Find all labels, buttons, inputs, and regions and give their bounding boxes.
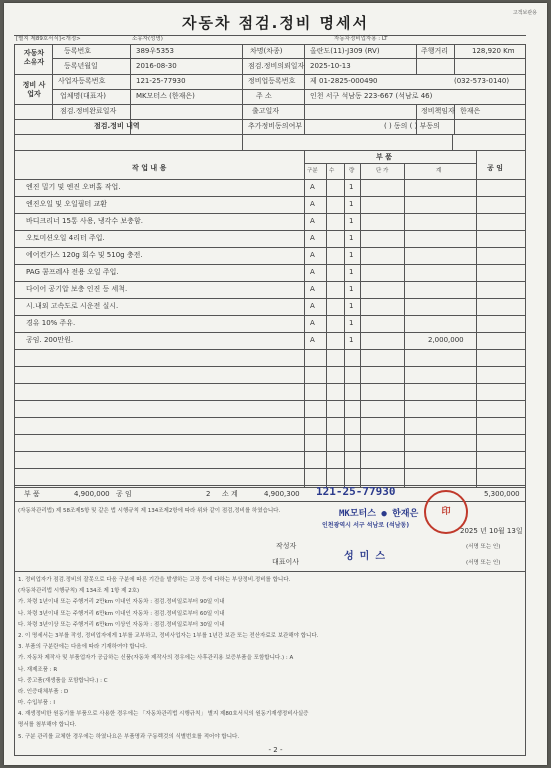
biz-no-label: 사업자등록번호 (58, 77, 106, 85)
sum-labor-label: 공 임 (116, 490, 132, 498)
item-class: A (310, 285, 315, 293)
item-description: 시.내외 고속도로 시운전 실시. (26, 302, 119, 310)
shop-name-label: 업체명(대표자) (60, 92, 107, 100)
footnote-line: 2. 이 명세서는 3부를 작성, 정비업자에게 1부를 교부하고, 정비사업자는 1부를 1년간 보관 또는 전산자료로 보관해야 합니다. (18, 632, 319, 639)
sum-parts-value: 4,900,000 (74, 490, 110, 498)
item-qty: 1 (349, 183, 354, 191)
item-qty: 1 (349, 234, 354, 242)
work-header: 작 업 내 용 (132, 164, 167, 172)
footnote-line: 마. 수입부품 : I (18, 700, 56, 707)
address-label: 주 소 (256, 92, 272, 100)
col-class: 구분 (307, 168, 318, 174)
writer-sign-hint: (서명 또는 인) (466, 544, 501, 550)
item-class: A (310, 251, 315, 259)
biz-no: 121-25-77930 (136, 77, 186, 85)
footnote-line: 다. 중고품(재생품을 포함합니다.) : C (18, 677, 108, 684)
form-number: [별지 제89호서식]<개정> (16, 36, 81, 42)
labor-header: 공 임 (487, 164, 503, 172)
col-qty2: 량 (349, 168, 355, 174)
representative-label: 대표이사 (272, 558, 300, 566)
page-number: - 2 - (268, 746, 283, 754)
details-label: 점검.정비 내역 (94, 122, 140, 130)
footnotes (18, 575, 522, 743)
footnote-line: 라. 인증대체부품 : D (18, 688, 69, 695)
item-qty: 1 (349, 268, 354, 276)
footnote-line: 가. 차령 1년이내 또는 주행거리 2만km 이내인 자동차 : 점검.정비일로부터 90일 이내 (18, 599, 225, 606)
footnote-line: 3. 부품의 구분란에는 다음에 따라 기재하여야 합니다. (18, 644, 148, 651)
mileage-label: 주행거리 (421, 47, 449, 55)
owner-name-label: 소유자(성명) (132, 36, 163, 42)
car-name: 올란도(11)-J309 (RV) (310, 47, 380, 55)
item-qty: 1 (349, 336, 354, 344)
parts-header: 부 품 (376, 153, 392, 161)
legal-note: (자동차관리법) 제 58조제5항 및 같은 법 시행규칙 제 134조제2항에 따라 위와 같이 점검,정비를 하였습니다. (18, 508, 281, 514)
company-seal: 印 (424, 490, 468, 534)
item-description: 오토미션오일 4리터 주입. (26, 234, 105, 242)
item-description: 에어컨가스 120g 회수 및 510g 충전. (26, 251, 143, 259)
footnote-line: 5. 구분 관리를 교체한 경우에는 하였나요은 부품명과 구동렉것의 식별번호를 적어야 합니다. (18, 733, 240, 740)
shop-address: 인천 서구 석남동 223-667 (석남로 46) (310, 92, 433, 100)
shop-address-stamp: 인천광역시 서구 석남로 (석남동) (322, 522, 410, 529)
sum-subtotal-value: 4,900,300 (264, 490, 300, 498)
mechanic-label: 정비책임자 (421, 107, 455, 115)
document-title: 자동차 점검.정비 명세서 (181, 14, 370, 32)
item-class: A (310, 200, 315, 208)
check-date: 2025-10-13 (310, 62, 351, 70)
check-date-label: 점검.정비의뢰일자 (248, 62, 305, 70)
mileage: 128,920 Km (472, 47, 515, 55)
sum-subtotal-label: 소 계 (222, 490, 238, 498)
item-class: A (310, 336, 315, 344)
delivery-date-label: 출고일자 (252, 107, 280, 115)
item-qty: 1 (349, 251, 354, 259)
extra-consent-options: ( ) 동의 ( ) 부동의 (384, 122, 440, 130)
reg-no-label: 등록번호 (64, 47, 92, 55)
sum-labor-value: 2 (206, 490, 211, 498)
shop-name-stamp: MK모터스 ● 한재은 (339, 509, 419, 519)
item-description: 공임. 200만원. (26, 336, 74, 344)
item-qty: 1 (349, 217, 354, 225)
shop-phone: (032-573-0140) (454, 77, 510, 85)
item-description: 엔진 밀기 및 엔진 오버홀 작업. (26, 183, 121, 191)
footnote-line: 4. 재생정비한 원동기를 부품으로 사용한 경우에는 「자동차관리법 시행규칙」 별지 제80호서식의 원동기재생정비사실증 (18, 711, 309, 718)
item-description: 바디크리너 15통 사용, 냉각수 보충함. (26, 217, 143, 225)
item-total: 2,000,000 (428, 336, 464, 344)
representative-stamp: 성 미 스 (344, 551, 386, 562)
item-qty: 1 (349, 285, 354, 293)
car-name-label: 차명(차종) (250, 47, 283, 55)
mechanic-name: 한재은 (460, 107, 481, 115)
sum-parts-label: 부 품 (24, 490, 40, 498)
business-no-stamp: 121-25-77930 (316, 485, 396, 498)
reg-date: 2016-08-30 (136, 62, 177, 70)
item-class: A (310, 268, 315, 276)
footnote-line: 나. 차령 3년이내 또는 주행거리 6만km 이내인 자동차 : 점검.정비일로부터 60일 이내 (18, 610, 225, 617)
item-class: A (310, 234, 315, 242)
item-description: 다이어 공기압 보충 인진 등 세척. (26, 285, 128, 293)
completion-date-label: 점검.정비완료일자 (60, 107, 117, 115)
statement-document (4, 3, 547, 765)
rep-sign-hint: (서명 또는 인) (466, 560, 501, 566)
col-qty: 수 (329, 168, 335, 174)
reg-date-label: 등록년월일 (64, 62, 98, 70)
owner-section-label: 자동차 소유자 (23, 49, 45, 66)
item-class: A (310, 302, 315, 310)
issue-date: 2025 년 10월 13일 (460, 527, 523, 535)
shop-type-label: 자동차정비업자용 : LT (334, 36, 388, 42)
reg-no: 389우5353 (136, 47, 174, 55)
footnote-line: 가. 자동차 제작사 및 부품업자가 공급하는 신품(자동차 제작사의 경우에는 사후관리용 보증부품을 포함합니다.) : A (18, 655, 294, 662)
footnote-line: (자동차관리법 시행규칙) 제 134조 제 1항 제 2호) (18, 588, 140, 595)
extra-consent-label: 추가정비동의여부 (248, 122, 303, 130)
footnote-line: 나. 재제조품 : R (18, 666, 58, 673)
corner-tag: 고객보관용 (512, 10, 537, 16)
item-class: A (310, 217, 315, 225)
writer-label: 작성자 (276, 542, 297, 550)
footnote-line: 1. 정비업자가 점검.정비의 잘못으로 다음 구분에 따른 기간을 발생하는 고장 등에 다하는 부상정비.정비를 합니다. (18, 577, 291, 583)
shop-reg-no: 제 01-2825-000490 (310, 77, 378, 85)
item-description: 경유 10% 주유. (26, 319, 76, 327)
footnote-line: 명서를 첨부해야 합니다. (18, 722, 77, 729)
shop-name: MK모터스 (한재은) (136, 92, 195, 100)
item-description: PAG 콤프레샤 전용 오일 주입. (26, 268, 119, 276)
shop-reg-label: 정비업등록번호 (248, 77, 296, 85)
item-qty: 1 (349, 319, 354, 327)
item-description: 엔진오일 및 오일필터 교환 (26, 200, 108, 208)
item-class: A (310, 319, 315, 327)
footnote-line: 다. 차령 3년이상 또는 주행거리 6만km 이상인 자동차 : 점검.정비일로부터 30일 이내 (18, 621, 225, 628)
grand-total: 5,300,000 (484, 490, 520, 498)
shop-section-label: 정비 사업자 (22, 81, 46, 98)
item-class: A (310, 183, 315, 191)
col-unit-price: 단 가 (376, 168, 389, 174)
item-qty: 1 (349, 302, 354, 310)
col-total: 계 (436, 168, 442, 174)
item-qty: 1 (349, 200, 354, 208)
